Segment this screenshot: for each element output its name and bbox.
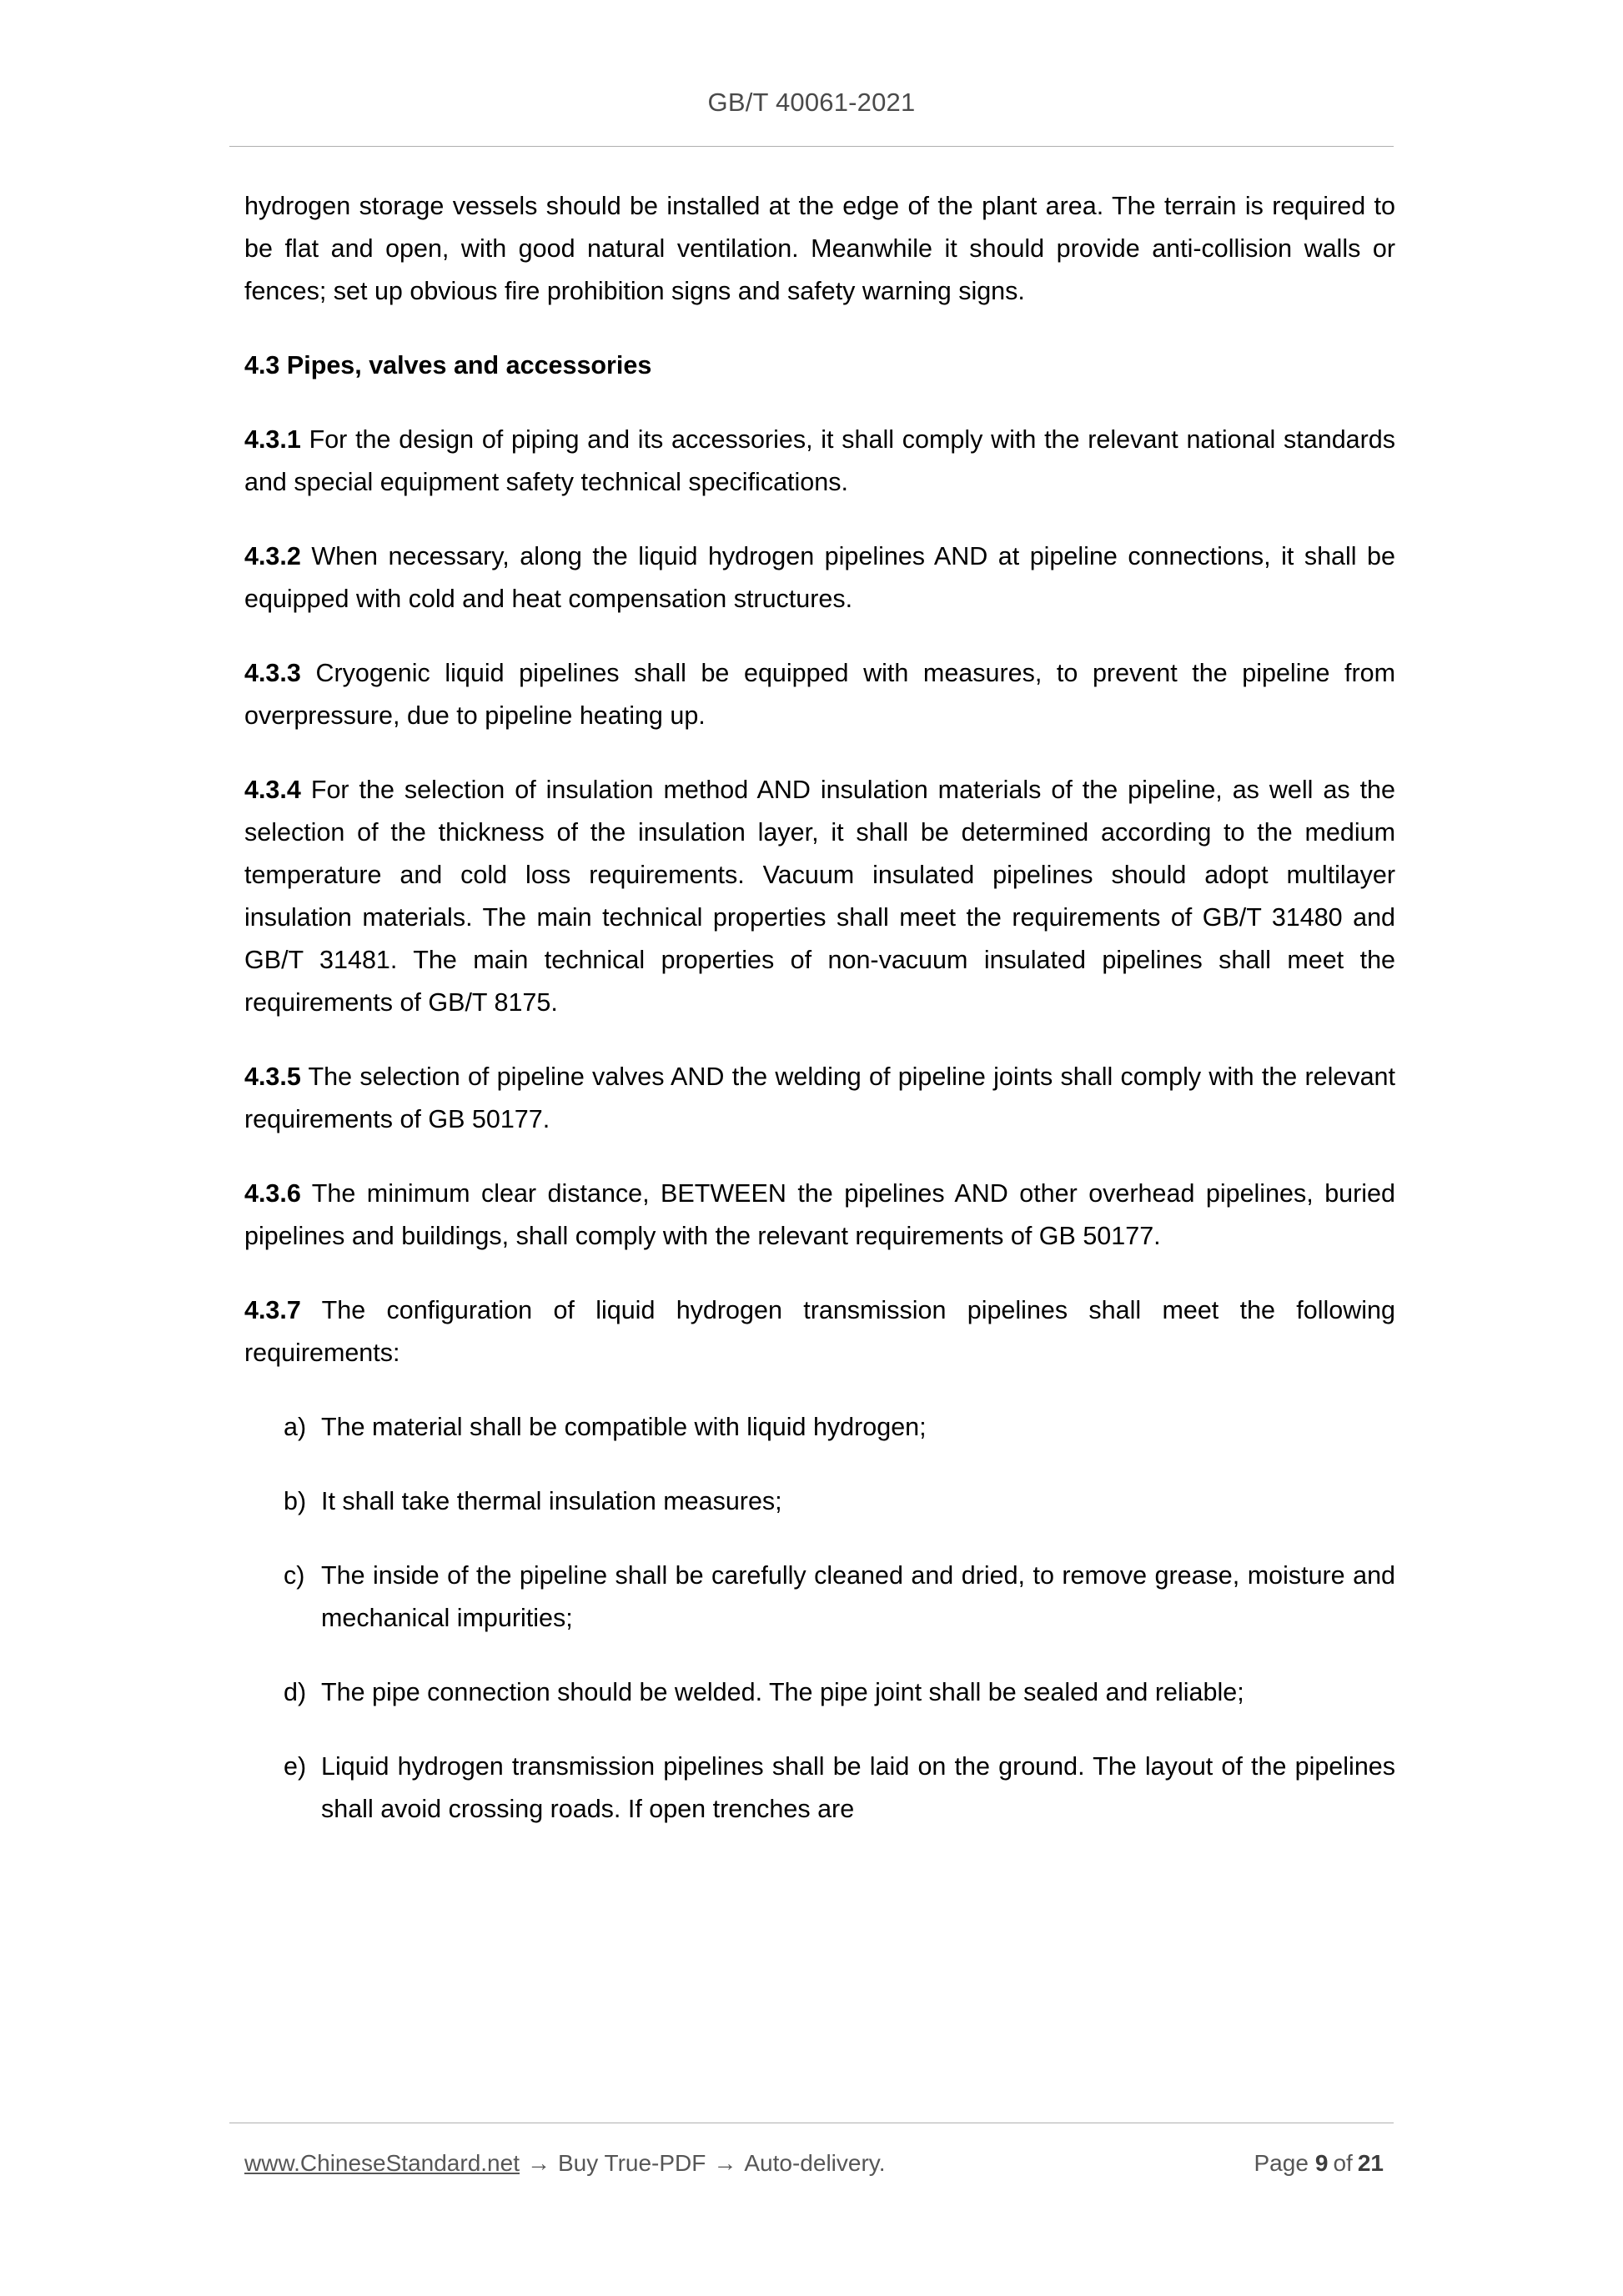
clause-number: 4.3.5 <box>244 1063 301 1091</box>
arrow-right-icon: → <box>526 2150 550 2176</box>
clause-number: 4.3.4 <box>244 776 301 804</box>
page-footer <box>244 2145 1395 2187</box>
list-marker: c) <box>284 1561 305 1590</box>
clause-text: The selection of pipeline valves AND the welding of pipeline joints shall comply with the relevant requirements of GB 50177. <box>244 1063 1395 1133</box>
list-marker: b) <box>284 1487 307 1515</box>
page-indicator <box>1254 2145 1389 2182</box>
list-marker: a) <box>284 1413 307 1441</box>
clause-number: 4.3.6 <box>244 1179 301 1208</box>
list-item-text: The inside of the pipeline shall be carefully cleaned and dried, to remove grease, moisture and mechanical impurities; <box>321 1561 1395 1632</box>
list-marker: e) <box>284 1752 307 1781</box>
current-page-number: 9 <box>1314 2150 1329 2176</box>
list-item <box>244 1480 1395 1523</box>
clause-number: 4.3.3 <box>244 659 301 687</box>
list-marker: d) <box>284 1678 307 1706</box>
list-item-text: The material shall be compatible with liquid hydrogen; <box>321 1413 927 1441</box>
list-item-text: Liquid hydrogen transmission pipelines shall be laid on the ground. The layout of the pipelines shall avoid crossing roads. If open trenches are <box>321 1752 1395 1823</box>
clause-4-3-1 <box>244 419 1395 504</box>
intro-paragraph: hydrogen storage vessels should be installed at the edge of the plant area. The terrain is required to be flat and open, with good natural ventilation. Meanwhile it should provide anti-collision walls or fences; set up obvious fire prohibition signs and safety warning signs. <box>244 192 1395 305</box>
of-label: of <box>1333 2150 1353 2176</box>
page-header <box>229 87 1394 118</box>
total-page-number: 21 <box>1357 2150 1384 2176</box>
clause-number: 4.3.7 <box>244 1296 301 1324</box>
clause-4-3-7 <box>244 1289 1395 1374</box>
arrow-right-icon: → <box>713 2150 737 2176</box>
document-body <box>244 185 1395 1862</box>
header-divider <box>229 146 1394 147</box>
list-item-text: It shall take thermal insulation measures; <box>321 1487 782 1515</box>
clause-text: When necessary, along the liquid hydrogen pipelines AND at pipeline connections, it shall be equipped with cold and heat compensation structures. <box>244 542 1395 613</box>
footer-promo <box>244 2145 885 2182</box>
clause-text: The configuration of liquid hydrogen transmission pipelines shall meet the following requirements: <box>244 1296 1395 1367</box>
clause-4-3-5 <box>244 1056 1395 1141</box>
section-heading-4-3: 4.3 Pipes, valves and accessories <box>244 351 652 379</box>
requirements-list <box>244 1406 1395 1831</box>
list-item <box>244 1746 1395 1831</box>
clause-4-3-3 <box>244 652 1395 737</box>
footer-promo-text-2: Auto-delivery. <box>744 2150 886 2176</box>
list-item <box>244 1555 1395 1640</box>
chinesestandard-link[interactable]: www.ChineseStandard.net <box>244 2150 520 2176</box>
clause-4-3-2 <box>244 535 1395 620</box>
clause-text: For the selection of insulation method AND insulation materials of the pipeline, as well as the selection of the thickness of the insulation layer, it shall be determined according to the medium temperature and cold loss requirements. Vacuum insulated pipelines should adopt multilayer insulation materials. The main technical properties shall meet the requirements of GB/T 31480 and GB/T 31481. The main technical properties of non-vacuum insulated pipelines shall meet the requirements of GB/T 8175. <box>244 776 1395 1017</box>
list-item-text: The pipe connection should be welded. The pipe joint shall be sealed and reliable; <box>321 1678 1244 1706</box>
clause-text: The minimum clear distance, BETWEEN the pipelines AND other overhead pipelines, buried pipelines and buildings, shall comply with the relevant requirements of GB 50177. <box>244 1179 1395 1250</box>
page-label: Page <box>1254 2150 1309 2176</box>
clause-text: For the design of piping and its accessories, it shall comply with the relevant national standards and special equipment safety technical specifications. <box>244 425 1395 496</box>
clause-number: 4.3.1 <box>244 425 301 454</box>
clause-4-3-4 <box>244 769 1395 1024</box>
clause-number: 4.3.2 <box>244 542 301 570</box>
list-item <box>244 1406 1395 1449</box>
footer-promo-text-1: Buy True-PDF <box>557 2150 706 2176</box>
clause-text: Cryogenic liquid pipelines shall be equipped with measures, to prevent the pipeline from overpressure, due to pipeline heating up. <box>244 659 1396 730</box>
clause-4-3-6 <box>244 1173 1395 1258</box>
list-item <box>244 1671 1395 1714</box>
standard-number: GB/T 40061-2021 <box>707 88 916 117</box>
